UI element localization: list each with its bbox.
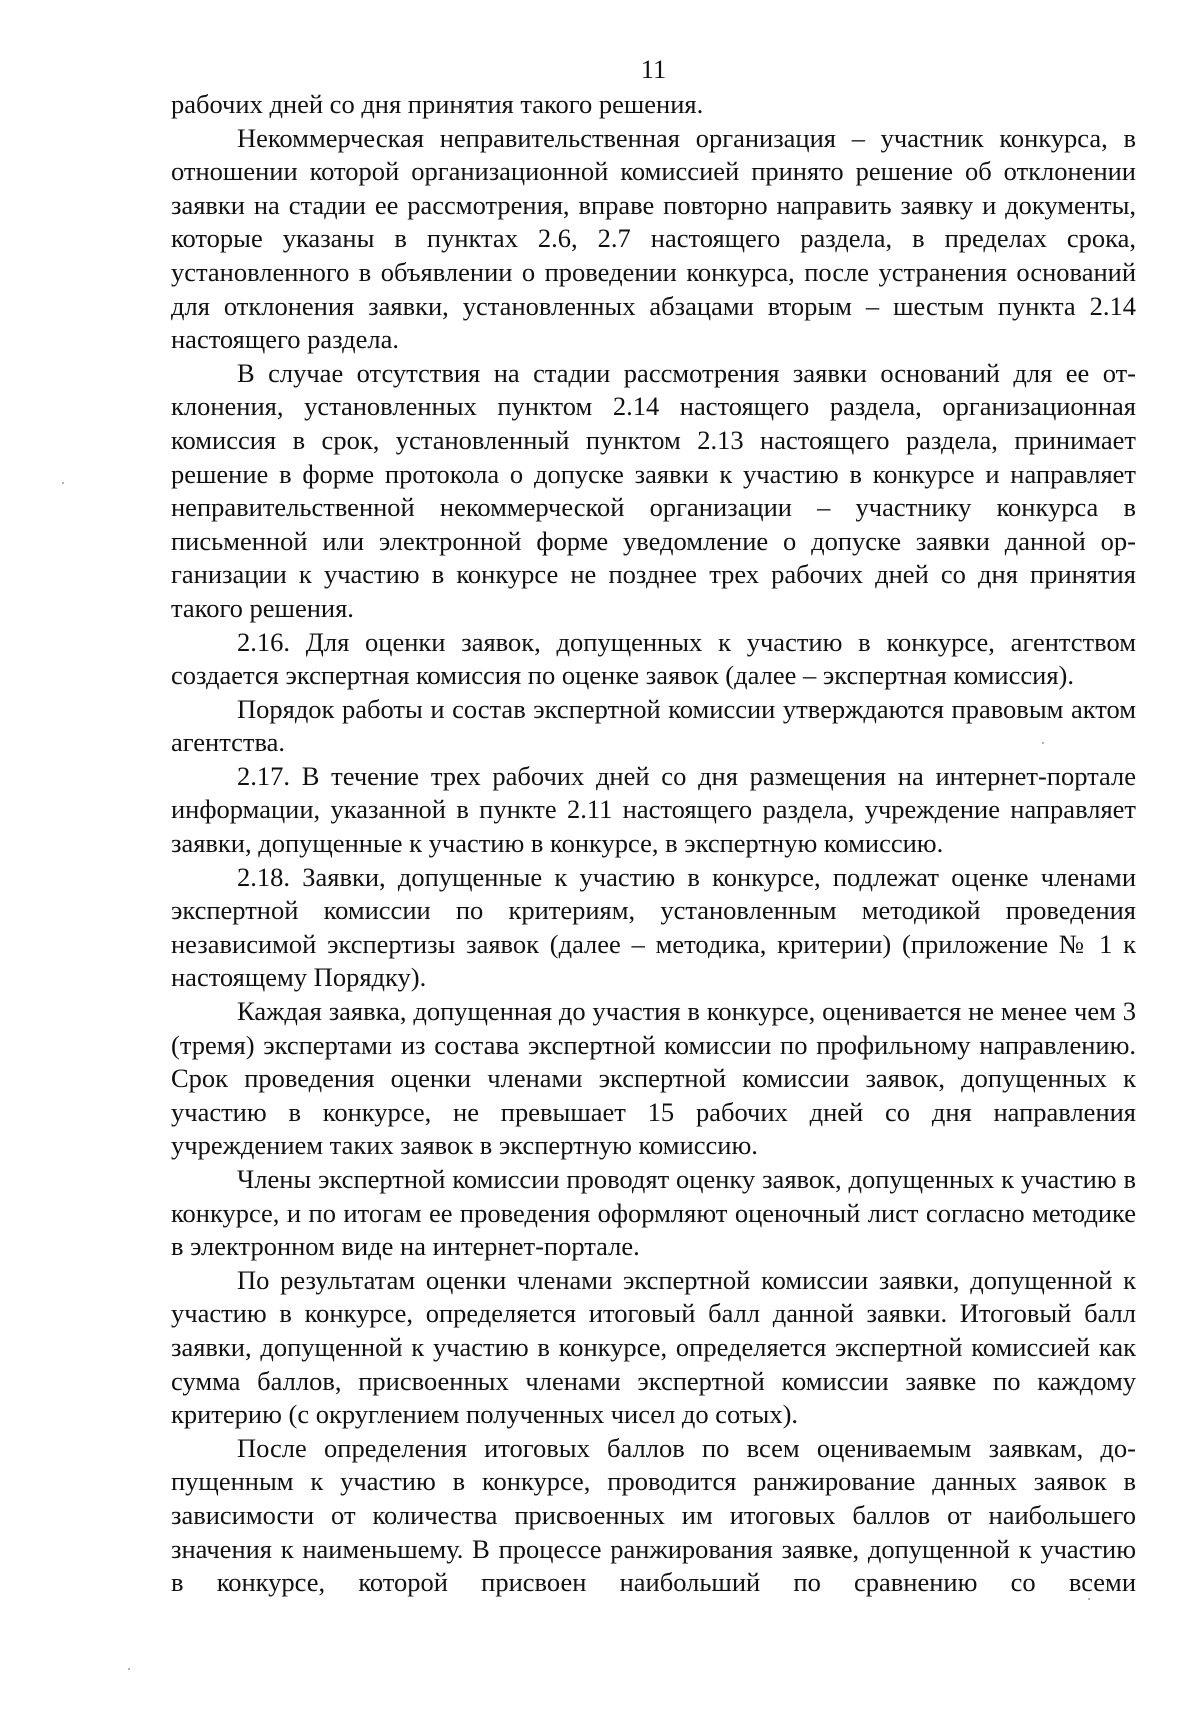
paragraph: 2.16. Для оценки заявок, допущенных к участию в конкурсе, агентством создается экспертная комиссия по оценке заявок (далее – экспертная комиссия). bbox=[171, 626, 1136, 691]
scan-speck bbox=[1042, 742, 1044, 744]
document-page bbox=[171, 52, 1136, 1600]
document-body bbox=[171, 88, 1136, 1600]
page-number: 11 bbox=[640, 54, 667, 84]
paragraph: По результатам оценки членами экспертной комиссии заявки, допущенной к участию в конкурсе, определяется итоговый балл данной заявки. Итоговый балл заявки, допущенной к участию в конкурсе, определяется экспертной комиссией как сумма баллов, присвоенных членами экспертной комиссии заявке по каждому критерию (с округлением полученных чисел до сотых). bbox=[171, 1264, 1136, 1430]
paragraph: Некоммерческая неправительственная организация – участник конкурса, в отношении которой организационной комиссией принято решение об отклонении заявки на стадии ее рассмотрения, вправе повторно направить заявку и документы, которые указаны в пунктах 2.6, 2.7 настоящего раздела, в пределах срока, установленного в объявлении о проведении конкурса, после устранения оснований для отклонения заявки, установленных абзацами вторым – шестым пункта 2.14 настоящего раздела. bbox=[171, 122, 1136, 355]
paragraph: рабочих дней со дня принятия такого решения. bbox=[171, 89, 704, 119]
paragraph: 2.17. В течение трех рабочих дней со дня размещения на интернет-портале информации, указанной в пункте 2.11 настоящего раздела, учреждение направляет заявки, допущенные к участию в конкурсе, в экспертную комиссию. bbox=[171, 760, 1136, 859]
scan-speck bbox=[1088, 1598, 1090, 1600]
scan-speck bbox=[128, 1668, 130, 1670]
paragraph: Члены экспертной комиссии проводят оценку заявок, допущенных к участию в конкурсе, и по итогам ее проведения оформляют оценочный лист согласно методике в электронном виде на интернет-портале. bbox=[171, 1164, 1136, 1262]
paragraph: Каждая заявка, допущенная до участия в конкурсе, оценивается не менее чем 3 (тремя) экспертами из состава экспертной комиссии по профильному направлению. Срок проведения оценки членами экспертной комиссии заявок, допущенных к участию в конкурсе, не превышает 15 рабочих дней со дня направления учреждением таких заявок в экспертную комиссию. bbox=[171, 996, 1136, 1161]
scan-speck bbox=[62, 482, 64, 484]
paragraph: Порядок работы и состав экспертной комиссии утверждаются правовым актом агентства. bbox=[171, 693, 1136, 758]
paragraph: В случае отсутствия на стадии рассмотрения заявки оснований для ее отклонения, установленных пунктом 2.14 настоящего раздела, организационная комиссия в срок, установленный пунктом 2.13 настоящего раздела, принимает решение в форме протокола о допуске заявки к участию в конкурсе и направляет неправительственной некоммерческой организации – участнику конкурса в письменной или электронной форме уведомление о допуске заявки данной организации к участию в конкурсе не позднее трех рабочих дней со дня принятия такого решения. bbox=[171, 357, 1136, 623]
paragraph: 2.18. Заявки, допущенные к участию в конкурсе, подлежат оценке членами экспертной комиссии по критериям, установленным методикой проведения независимой экспертизы заявок (далее – методика, критерии) (приложение № 1 к настоящему Порядку). bbox=[171, 861, 1136, 993]
paragraph: После определения итоговых баллов по всем оцениваемым заявкам, допущенным к участию в конкурсе, проводится ранжирование данных заявок в зависимости от количества присвоенных им итоговых баллов от наибольшего значения к наименьшему. В процессе ранжирования заявке, допущенной к участию в конкурсе, которой присвоен наибольший по сравнению со всеми bbox=[171, 1432, 1136, 1598]
